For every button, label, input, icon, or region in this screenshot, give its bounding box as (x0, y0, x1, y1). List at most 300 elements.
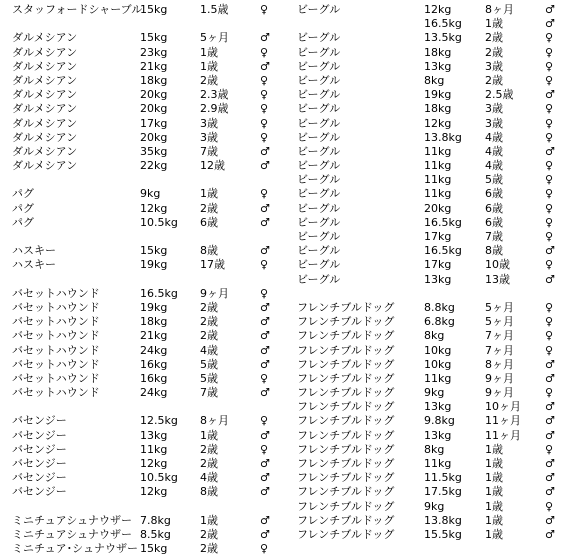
breed-name: フレンチブルドッグ (297, 513, 395, 527)
age-value: 6歳 (200, 215, 218, 229)
weight-value: 18kg (140, 315, 168, 329)
breed-name: バセンジー (12, 471, 67, 485)
dog-row (297, 187, 570, 201)
sex-symbol: ♀ (260, 187, 269, 201)
breed-name: ビーグル (297, 59, 341, 73)
breed-name: バセットハウンド (12, 315, 100, 329)
age-value: 6歳 (485, 201, 503, 215)
weight-value: 12kg (140, 201, 168, 215)
breed-name: フレンチブルドッグ (297, 457, 395, 470)
age-value: 5歳 (485, 173, 503, 187)
dog-row (12, 117, 290, 131)
sex-symbol: ♂ (545, 371, 555, 385)
sex-symbol: ♂ (545, 527, 555, 541)
sex-symbol: ♂ (545, 513, 555, 527)
dog-row (297, 386, 570, 400)
weight-value: 12kg (140, 485, 168, 499)
dog-row (297, 344, 570, 358)
breed-name: バセットハウンド (12, 300, 100, 314)
sex-symbol: ♂ (260, 513, 270, 527)
sex-symbol: ♂ (260, 144, 270, 158)
breed-name: ビーグル (297, 102, 341, 116)
age-value: 4歳 (200, 343, 218, 357)
sex-symbol: ♂ (545, 88, 555, 102)
age-value: 1歳 (485, 471, 503, 485)
blank-separator (12, 230, 290, 244)
weight-value: 16.5kg (140, 286, 178, 300)
dog-row (297, 429, 570, 443)
sex-symbol: ♂ (260, 31, 270, 45)
age-value: 6歳 (485, 215, 503, 229)
dog-row (297, 60, 570, 74)
dog-row (297, 131, 570, 145)
sex-symbol: ♀ (260, 88, 269, 102)
breed-name: ビーグル (297, 187, 341, 201)
weight-value: 12kg (140, 457, 168, 470)
sex-symbol: ♀ (260, 286, 269, 300)
weight-value: 23kg (140, 45, 168, 59)
breed-name: ダルメシアン (12, 31, 78, 45)
weight-value: 17kg (424, 230, 452, 243)
age-value: 5歳 (200, 357, 218, 371)
sex-symbol: ♂ (260, 527, 270, 541)
dog-row (297, 485, 570, 499)
dog-row (297, 414, 570, 428)
breed-name: フレンチブルドッグ (297, 485, 395, 499)
weight-value: 24kg (140, 386, 168, 400)
age-value: 7歳 (485, 230, 503, 243)
sex-symbol: ♂ (545, 3, 555, 16)
sex-symbol: ♂ (260, 59, 270, 73)
sex-symbol: ♂ (260, 215, 270, 229)
age-value: 1.5歳 (200, 3, 229, 16)
age-value: 12歳 (200, 159, 225, 173)
dog-row (297, 471, 570, 485)
dog-row (12, 315, 290, 329)
dog-row (12, 187, 290, 201)
age-value: 3歳 (485, 116, 503, 130)
weight-value: 16kg (140, 371, 168, 385)
dog-row (12, 528, 290, 542)
dog-row (12, 542, 290, 556)
weight-value: 18kg (140, 73, 168, 87)
age-value: 3歳 (200, 130, 218, 144)
dog-row (12, 457, 290, 471)
age-value: 1歳 (485, 485, 503, 499)
sex-symbol: ♀ (545, 499, 554, 513)
breed-name: フレンチブルドッグ (297, 371, 395, 385)
weight-value: 8.5kg (140, 527, 171, 541)
weight-value: 11kg (424, 173, 452, 187)
dog-row (297, 301, 570, 315)
sex-symbol: ♀ (545, 329, 554, 343)
breed-name: バセンジー (12, 428, 67, 442)
sex-symbol: ♀ (545, 343, 554, 357)
dog-row (297, 216, 570, 230)
weight-value: 20kg (424, 201, 452, 215)
weight-value: 11kg (424, 144, 452, 158)
breed-name: バセンジー (12, 457, 67, 470)
age-value: 11ヶ月 (485, 428, 521, 442)
sex-symbol: ♂ (545, 485, 555, 499)
dog-row (12, 287, 290, 301)
weight-value: 10kg (424, 343, 452, 357)
age-value: 6歳 (485, 187, 503, 201)
age-value: 1歳 (485, 457, 503, 470)
weight-value: 18kg (424, 102, 452, 116)
age-value: 1歳 (200, 428, 218, 442)
dog-row (12, 301, 290, 315)
breed-name: フレンチブルドッグ (297, 343, 395, 357)
breed-name: ビーグル (297, 230, 341, 243)
weight-value: 17kg (424, 258, 452, 272)
dog-row (297, 74, 570, 88)
age-value: 1歳 (200, 45, 218, 59)
weight-value: 13kg (424, 272, 452, 286)
weight-value: 21kg (140, 329, 168, 343)
age-value: 2歳 (200, 300, 218, 314)
dog-row (12, 46, 290, 60)
sex-symbol: ♀ (260, 130, 269, 144)
breed-name: フレンチブルドッグ (297, 471, 395, 485)
weight-value: 15.5kg (424, 527, 462, 541)
breed-name: ミニチュアシュナウザー (12, 527, 133, 541)
age-value: 1歳 (200, 59, 218, 73)
sex-symbol: ♀ (260, 414, 269, 428)
dog-row (297, 329, 570, 343)
sex-symbol: ♀ (545, 45, 554, 59)
breed-name: ダルメシアン (12, 130, 78, 144)
sex-symbol: ♂ (260, 315, 270, 329)
weight-value: 8kg (424, 329, 445, 343)
age-value: 2.5歳 (485, 88, 514, 102)
dog-row (297, 457, 570, 471)
sex-symbol: ♂ (545, 144, 555, 158)
age-value: 9ヶ月 (485, 371, 514, 385)
dog-row (12, 216, 290, 230)
sex-symbol: ♀ (545, 442, 554, 456)
sex-symbol: ♀ (260, 442, 269, 456)
dog-row (12, 244, 290, 258)
age-value: 8ヶ月 (485, 3, 514, 16)
weight-value: 11kg (424, 159, 452, 173)
age-value: 7歳 (200, 386, 218, 400)
age-value: 2歳 (200, 201, 218, 215)
dog-row (297, 258, 570, 272)
age-value: 2歳 (485, 45, 503, 59)
dog-row (297, 230, 570, 244)
breed-name: ハスキー (12, 258, 56, 272)
weight-value: 15kg (140, 31, 168, 45)
dog-row (12, 74, 290, 88)
weight-value: 11.5kg (424, 471, 462, 485)
sex-symbol: ♂ (260, 357, 270, 371)
age-value: 4歳 (485, 130, 503, 144)
sex-symbol: ♂ (260, 244, 270, 258)
dog-row (297, 400, 570, 414)
weight-value: 20kg (140, 130, 168, 144)
age-value: 11ヶ月 (485, 414, 521, 428)
age-value: 7ヶ月 (485, 343, 514, 357)
age-value: 13歳 (485, 272, 510, 286)
dog-row (297, 102, 570, 116)
breed-name: フレンチブルドッグ (297, 300, 395, 314)
sex-symbol: ♀ (545, 73, 554, 87)
weight-value: 22kg (140, 159, 168, 173)
dog-row (297, 500, 570, 514)
breed-name: ダルメシアン (12, 45, 78, 59)
breed-name: ダルメシアン (12, 144, 78, 158)
dog-row (12, 443, 290, 457)
sex-symbol: ♀ (545, 159, 554, 173)
weight-value: 12kg (424, 3, 452, 16)
dog-row (297, 514, 570, 528)
sex-symbol: ♀ (545, 187, 554, 201)
breed-name: ダルメシアン (12, 159, 78, 173)
sex-symbol: ♀ (260, 258, 269, 272)
dog-row (12, 88, 290, 102)
sex-symbol: ♂ (545, 400, 555, 414)
age-value: 2歳 (200, 457, 218, 470)
dog-row (297, 3, 570, 17)
weight-value: 11kg (424, 457, 452, 470)
weight-value: 13kg (424, 400, 452, 414)
breed-name: バセットハウンド (12, 386, 100, 400)
dog-row (12, 258, 290, 272)
dog-row (297, 358, 570, 372)
sex-symbol: ♂ (260, 386, 270, 400)
weight-value: 9.8kg (424, 414, 455, 428)
weight-value: 13.5kg (424, 31, 462, 45)
sex-symbol: ♂ (260, 428, 270, 442)
sex-symbol: ♀ (545, 315, 554, 329)
age-value: 1歳 (200, 513, 218, 527)
age-value: 1歳 (485, 442, 503, 456)
age-value: 10歳 (485, 258, 510, 272)
blank-separator (12, 500, 290, 514)
weight-value: 17.5kg (424, 485, 462, 499)
dog-row (297, 145, 570, 159)
sex-symbol: ♀ (545, 31, 554, 45)
weight-value: 11kg (424, 371, 452, 385)
breed-name: バセンジー (12, 442, 67, 456)
breed-name: バセットハウンド (12, 343, 100, 357)
blank-separator (12, 400, 290, 414)
age-value: 9ヶ月 (200, 286, 229, 300)
weight-value: 6.8kg (424, 315, 455, 329)
age-value: 8歳 (485, 244, 503, 258)
weight-value: 10.5kg (140, 215, 178, 229)
weight-value: 19kg (140, 258, 168, 272)
weight-value: 12.5kg (140, 414, 178, 428)
weight-value: 17kg (140, 116, 168, 130)
dog-row (12, 102, 290, 116)
sex-symbol: ♀ (260, 371, 269, 385)
breed-name: ビーグル (297, 130, 341, 144)
weight-value: 15kg (140, 244, 168, 258)
dog-row (12, 386, 290, 400)
dog-row (297, 528, 570, 542)
breed-name: ビーグル (297, 159, 341, 173)
sex-symbol: ♀ (545, 215, 554, 229)
sex-symbol: ♂ (260, 159, 270, 173)
age-value: 8ヶ月 (485, 357, 514, 371)
age-value: 10ヶ月 (485, 400, 521, 414)
sex-symbol: ♀ (545, 102, 554, 116)
weight-value: 18kg (424, 45, 452, 59)
age-value: 4歳 (485, 144, 503, 158)
dog-row (12, 485, 290, 499)
age-value: 1歳 (200, 187, 218, 201)
weight-value: 19kg (140, 300, 168, 314)
breed-name: ビーグル (297, 272, 341, 286)
weight-value: 13kg (424, 59, 452, 73)
weight-value: 8kg (424, 73, 445, 87)
breed-name: ハスキー (12, 244, 56, 258)
weight-value: 9kg (424, 386, 445, 400)
weight-value: 8kg (424, 442, 445, 456)
sex-symbol: ♂ (260, 471, 270, 485)
age-value: 4歳 (200, 471, 218, 485)
age-value: 5歳 (200, 371, 218, 385)
age-value: 3歳 (200, 116, 218, 130)
age-value: 2歳 (200, 542, 218, 556)
right-dog-list (297, 3, 570, 542)
dog-row (12, 429, 290, 443)
dog-row (12, 131, 290, 145)
age-value: 1歳 (485, 499, 503, 513)
sex-symbol: ♂ (545, 17, 555, 31)
age-value: 2.3歳 (200, 88, 229, 102)
age-value: 2歳 (200, 527, 218, 541)
dog-row (297, 315, 570, 329)
dog-row (297, 202, 570, 216)
weight-value: 24kg (140, 343, 168, 357)
sex-symbol: ♀ (260, 102, 269, 116)
dog-row (12, 471, 290, 485)
breed-name: フレンチブルドッグ (297, 386, 395, 400)
sex-symbol: ♂ (260, 343, 270, 357)
breed-name: バセンジー (12, 485, 67, 499)
weight-value: 11kg (140, 442, 168, 456)
breed-name: パグ (12, 187, 34, 201)
breed-name: パグ (12, 215, 34, 229)
dog-row (297, 88, 570, 102)
sex-symbol: ♀ (260, 45, 269, 59)
breed-name: パグ (12, 201, 34, 215)
age-value: 1歳 (485, 17, 503, 31)
weight-value: 16.5kg (424, 17, 462, 31)
breed-name: フレンチブルドッグ (297, 428, 395, 442)
age-value: 2歳 (200, 315, 218, 329)
breed-name: ビーグル (297, 73, 341, 87)
breed-name: ビーグル (297, 116, 341, 130)
sex-symbol: ♀ (545, 300, 554, 314)
weight-value: 16.5kg (424, 215, 462, 229)
dog-row (297, 17, 570, 31)
weight-value: 10.5kg (140, 471, 178, 485)
weight-value: 20kg (140, 102, 168, 116)
breed-name: バセンジー (12, 414, 67, 428)
breed-name: ビーグル (297, 144, 341, 158)
dog-row (12, 159, 290, 173)
sex-symbol: ♀ (260, 73, 269, 87)
weight-value: 12kg (424, 116, 452, 130)
sex-symbol: ♂ (260, 457, 270, 470)
sex-symbol: ♀ (545, 258, 554, 272)
breed-name: ダルメシアン (12, 116, 78, 130)
age-value: 8ヶ月 (200, 414, 229, 428)
breed-name: フレンチブルドッグ (297, 400, 395, 414)
age-value: 2歳 (485, 31, 503, 45)
age-value: 3歳 (485, 59, 503, 73)
dog-row (297, 443, 570, 457)
breed-name: フレンチブルドッグ (297, 442, 395, 456)
weight-value: 13.8kg (424, 513, 462, 527)
age-value: 3歳 (485, 102, 503, 116)
breed-name: バセットハウンド (12, 329, 100, 343)
weight-value: 21kg (140, 59, 168, 73)
sex-symbol: ♂ (545, 357, 555, 371)
left-dog-list (12, 3, 290, 556)
weight-value: 35kg (140, 144, 168, 158)
weight-value: 16.5kg (424, 244, 462, 258)
age-value: 8歳 (200, 244, 218, 258)
weight-value: 10kg (424, 357, 452, 371)
breed-name: ダルメシアン (12, 73, 78, 87)
age-value: 2.9歳 (200, 102, 229, 116)
breed-name: ダルメシアン (12, 102, 78, 116)
sex-symbol: ♂ (545, 272, 555, 286)
dog-row (297, 372, 570, 386)
sex-symbol: ♀ (545, 116, 554, 130)
blank-separator (12, 17, 290, 31)
breed-name: フレンチブルドッグ (297, 527, 395, 541)
sex-symbol: ♂ (260, 300, 270, 314)
dog-row (12, 329, 290, 343)
age-value: 2歳 (485, 73, 503, 87)
blank-separator (12, 273, 290, 287)
dog-row (297, 31, 570, 45)
weight-value: 8.8kg (424, 300, 455, 314)
dog-row (12, 514, 290, 528)
age-value: 8歳 (200, 485, 218, 499)
breed-name: ビーグル (297, 45, 341, 59)
dog-row (297, 244, 570, 258)
breed-name: バセットハウンド (12, 357, 100, 371)
breed-name: ミニチュアシュナウザー (12, 513, 133, 527)
breed-name: ビーグル (297, 215, 341, 229)
breed-name: ビーグル (297, 258, 341, 272)
weight-value: 19kg (424, 88, 452, 102)
age-value: 2歳 (200, 329, 218, 343)
sex-symbol: ♀ (545, 173, 554, 187)
dog-row (12, 31, 290, 45)
age-value: 1歳 (485, 513, 503, 527)
weight-value: 9kg (424, 499, 445, 513)
weight-value: 13kg (424, 428, 452, 442)
breed-name: ビーグル (297, 31, 341, 45)
weight-value: 9kg (140, 187, 161, 201)
weight-value: 13.8kg (424, 130, 462, 144)
weight-value: 16kg (140, 357, 168, 371)
dog-row (12, 3, 290, 17)
sex-symbol: ♂ (545, 457, 555, 470)
breed-name: ビーグル (297, 201, 341, 215)
sex-symbol: ♀ (545, 386, 554, 400)
breed-name: フレンチブルドッグ (297, 499, 395, 513)
weight-value: 15kg (140, 3, 168, 16)
